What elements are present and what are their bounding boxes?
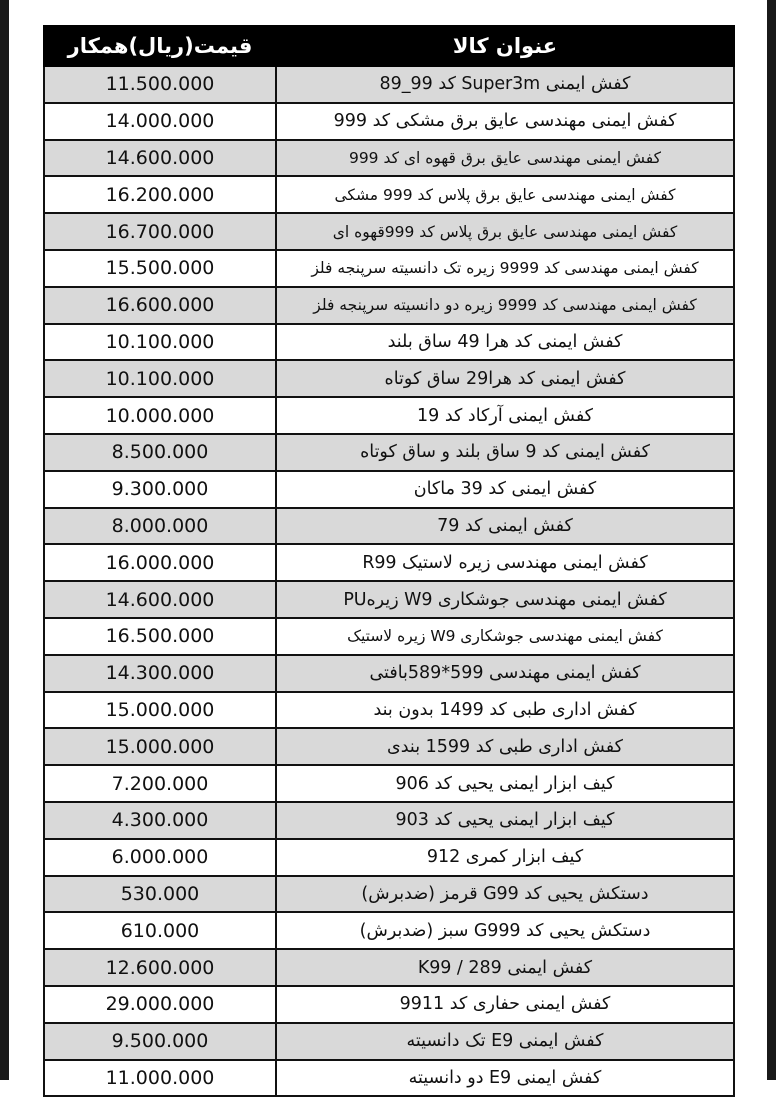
cell-product-price: 14.600.000 xyxy=(44,140,276,177)
table-row xyxy=(44,287,734,324)
table-row xyxy=(44,213,734,250)
cell-product-price: 4.300.000 xyxy=(44,802,276,839)
cell-product-title: کفش ایمنی مهندسی جوشکاری W9 زیرهPU xyxy=(276,581,734,618)
cell-product-title: کفش ایمنی Super3m کد 99_89 xyxy=(276,66,734,103)
table-row xyxy=(44,912,734,949)
table-row xyxy=(44,140,734,177)
cell-product-title: کفش ایمنی کد هرا29 ساق کوتاه xyxy=(276,360,734,397)
cell-product-price: 12.600.000 xyxy=(44,949,276,986)
cell-product-title: کفش ایمنی کد هرا 49 ساق بلند xyxy=(276,324,734,361)
table-row xyxy=(44,397,734,434)
cell-product-price: 9.300.000 xyxy=(44,471,276,508)
cell-product-price: 14.300.000 xyxy=(44,655,276,692)
cell-product-title: دستکش یحیی کد G999 سبز (ضدبرش) xyxy=(276,912,734,949)
cell-product-title: کفش ایمنی مهندسی زیره لاستیک R99 xyxy=(276,544,734,581)
cell-product-price: 9.500.000 xyxy=(44,1023,276,1060)
cell-product-price: 14.600.000 xyxy=(44,581,276,618)
cell-product-price: 11.000.000 xyxy=(44,1060,276,1097)
cell-product-title: کفش اداری طبی کد 1499 بدون بند xyxy=(276,692,734,729)
cell-product-price: 15.000.000 xyxy=(44,728,276,765)
cell-product-price: 16.700.000 xyxy=(44,213,276,250)
cell-product-price: 15.000.000 xyxy=(44,692,276,729)
cell-product-title: کفش ایمنی آرکاد کد 19 xyxy=(276,397,734,434)
table-row xyxy=(44,544,734,581)
cell-product-title: کفش ایمنی مهندسی عایق برق پلاس کد 999قهوه ای xyxy=(276,213,734,250)
cell-product-title: کفش ایمنی کد 39 ماکان xyxy=(276,471,734,508)
table-row xyxy=(44,324,734,361)
cell-product-price: 10.100.000 xyxy=(44,360,276,397)
table-row xyxy=(44,728,734,765)
cell-product-price: 16.200.000 xyxy=(44,176,276,213)
cell-product-title: کفش اداری طبی کد 1599 بندی xyxy=(276,728,734,765)
cell-product-title: کفش ایمنی مهندسی عایق برق مشکی کد 999 xyxy=(276,103,734,140)
cell-product-price: 8.500.000 xyxy=(44,434,276,471)
table-row xyxy=(44,250,734,287)
table-row xyxy=(44,692,734,729)
cell-product-title: کفش ایمنی مهندسی 599*589بافتی xyxy=(276,655,734,692)
table-header-row xyxy=(44,26,734,66)
page-edge-left xyxy=(0,0,9,1080)
page-edge-right xyxy=(767,0,776,1080)
cell-product-title: کفش ایمنی مهندسی عایق برق قهوه ای کد 999 xyxy=(276,140,734,177)
cell-product-price: 8.000.000 xyxy=(44,508,276,545)
table-row xyxy=(44,802,734,839)
cell-product-price: 11.500.000 xyxy=(44,66,276,103)
cell-product-price: 7.200.000 xyxy=(44,765,276,802)
cell-product-title: کفش ایمنی 289 / K99 xyxy=(276,949,734,986)
cell-product-price: 16.500.000 xyxy=(44,618,276,655)
cell-product-price: 16.000.000 xyxy=(44,544,276,581)
table-row xyxy=(44,471,734,508)
cell-product-title: کفش ایمنی کد 79 xyxy=(276,508,734,545)
table-row xyxy=(44,839,734,876)
page-canvas xyxy=(9,0,767,1089)
cell-product-price: 14.000.000 xyxy=(44,103,276,140)
table-header xyxy=(44,26,734,66)
cell-product-price: 10.100.000 xyxy=(44,324,276,361)
table-row xyxy=(44,176,734,213)
cell-product-price: 29.000.000 xyxy=(44,986,276,1023)
cell-product-title: کفش ایمنی مهندسی کد 9999 زیره دو دانسیته سرپنجه فلز xyxy=(276,287,734,324)
cell-product-title: کفش ایمنی E9 دو دانسیته xyxy=(276,1060,734,1097)
table-body xyxy=(44,66,734,1096)
cell-product-title: دستکش یحیی کد G99 قرمز (ضدبرش) xyxy=(276,876,734,913)
cell-product-price: 16.600.000 xyxy=(44,287,276,324)
cell-product-title: کفش ایمنی کد 9 ساق بلند و ساق کوتاه xyxy=(276,434,734,471)
table-row xyxy=(44,66,734,103)
table-row xyxy=(44,876,734,913)
cell-product-price: 610.000 xyxy=(44,912,276,949)
column-header-title: عنوان کالا xyxy=(276,26,734,66)
cell-product-title: کیف ابزار ایمنی یحیی کد 903 xyxy=(276,802,734,839)
cell-product-title: کفش ایمنی مهندسی عایق برق پلاس کد 999 مشکی xyxy=(276,176,734,213)
cell-product-title: کیف ابزار ایمنی یحیی کد 906 xyxy=(276,765,734,802)
cell-product-price: 6.000.000 xyxy=(44,839,276,876)
table-row xyxy=(44,618,734,655)
cell-product-title: کفش ایمنی E9 تک دانسیته xyxy=(276,1023,734,1060)
table-row xyxy=(44,508,734,545)
price-table xyxy=(43,25,735,1097)
price-list-sheet xyxy=(45,25,735,1097)
cell-product-price: 530.000 xyxy=(44,876,276,913)
table-row xyxy=(44,949,734,986)
table-row xyxy=(44,986,734,1023)
table-row xyxy=(44,103,734,140)
cell-product-title: کفش ایمنی مهندسی کد 9999 زیره تک دانسیته سرپنجه فلز xyxy=(276,250,734,287)
table-row xyxy=(44,765,734,802)
table-row xyxy=(44,360,734,397)
cell-product-title: کفش ایمنی مهندسی جوشکاری W9 زیره لاستیک xyxy=(276,618,734,655)
cell-product-title: کیف ابزار کمری 912 xyxy=(276,839,734,876)
table-row xyxy=(44,1023,734,1060)
table-row xyxy=(44,434,734,471)
table-row xyxy=(44,581,734,618)
cell-product-price: 10.000.000 xyxy=(44,397,276,434)
column-header-price: قیمت(ریال)همکار xyxy=(44,26,276,66)
cell-product-price: 15.500.000 xyxy=(44,250,276,287)
cell-product-title: کفش ایمنی حفاری کد 9911 xyxy=(276,986,734,1023)
table-row xyxy=(44,1060,734,1097)
table-row xyxy=(44,655,734,692)
